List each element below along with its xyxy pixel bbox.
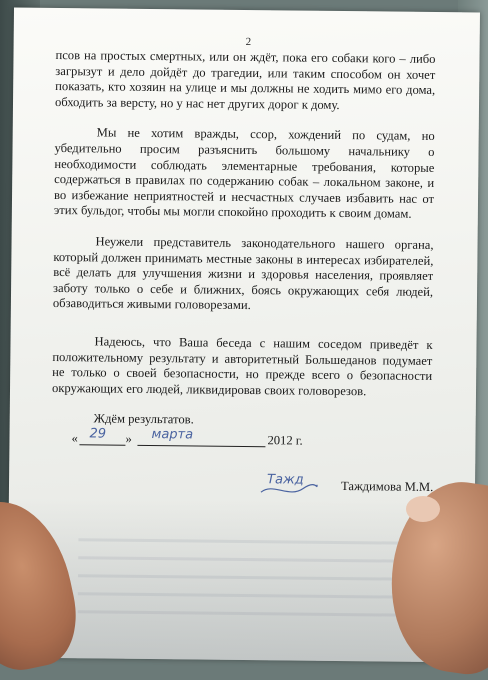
paragraph: Мы не хотим вражды, ссор, хождений по судам, но убедительно просим разъяснить большому начальнику о необходимости соблюдать элементарные требования, которые содержаться в правилах по содержанию собак – локальном законе, и во избежание неприятностей и несчастных случаев избавить нас от этих бульдог, чтобы мы могли спокойно проходить к своим домам. [53,125,435,222]
letter-body [51,48,435,447]
date-line [71,428,371,451]
paragraph: Надеюсь, что Ваша беседа с нашим соседом приведёт к положительному результату и авторитетный Большеданов подумает не только о своей безопасности, но прежде всего о безопасности окружающих его людей, ликвидировав своих головорезов. [51,334,433,398]
paragraph: Неужели представитель законодательного нашего органа, который должен принимать местные законы в интересах избирателей, всё делать для улучшения жизни и здоровья населения, проявляет заботу только о себе и ближних, боясь окружающих себя людей, обзаводиться живыми головорезами. [52,234,434,313]
thumbnail [406,496,440,522]
signature-flourish [259,480,319,499]
date-close-quote: » [125,431,132,446]
signer-name: Таждимова М.М. [340,479,434,494]
paragraph: псов на простых смертных, или он ждёт, пока его собаки кого – либо загрызут и дело дойдёт до трагедии, или таким способом он хочет показать, кто хозяин на улице и мы должны не ходить мимо его дома, обходить за версту, но у нас нет других дорог к дому. [54,47,436,112]
day-underline [79,444,125,445]
date-month-handwritten: марта [151,427,194,443]
month-underline [137,445,265,447]
closing-line: Ждём результатов. [93,411,194,427]
date-day-handwritten: 29 [89,426,107,442]
signature: Тажд [267,472,304,488]
page-number: 2 [245,35,252,49]
date-open-quote: « [71,431,78,446]
date-year: 2012 г. [267,433,303,448]
